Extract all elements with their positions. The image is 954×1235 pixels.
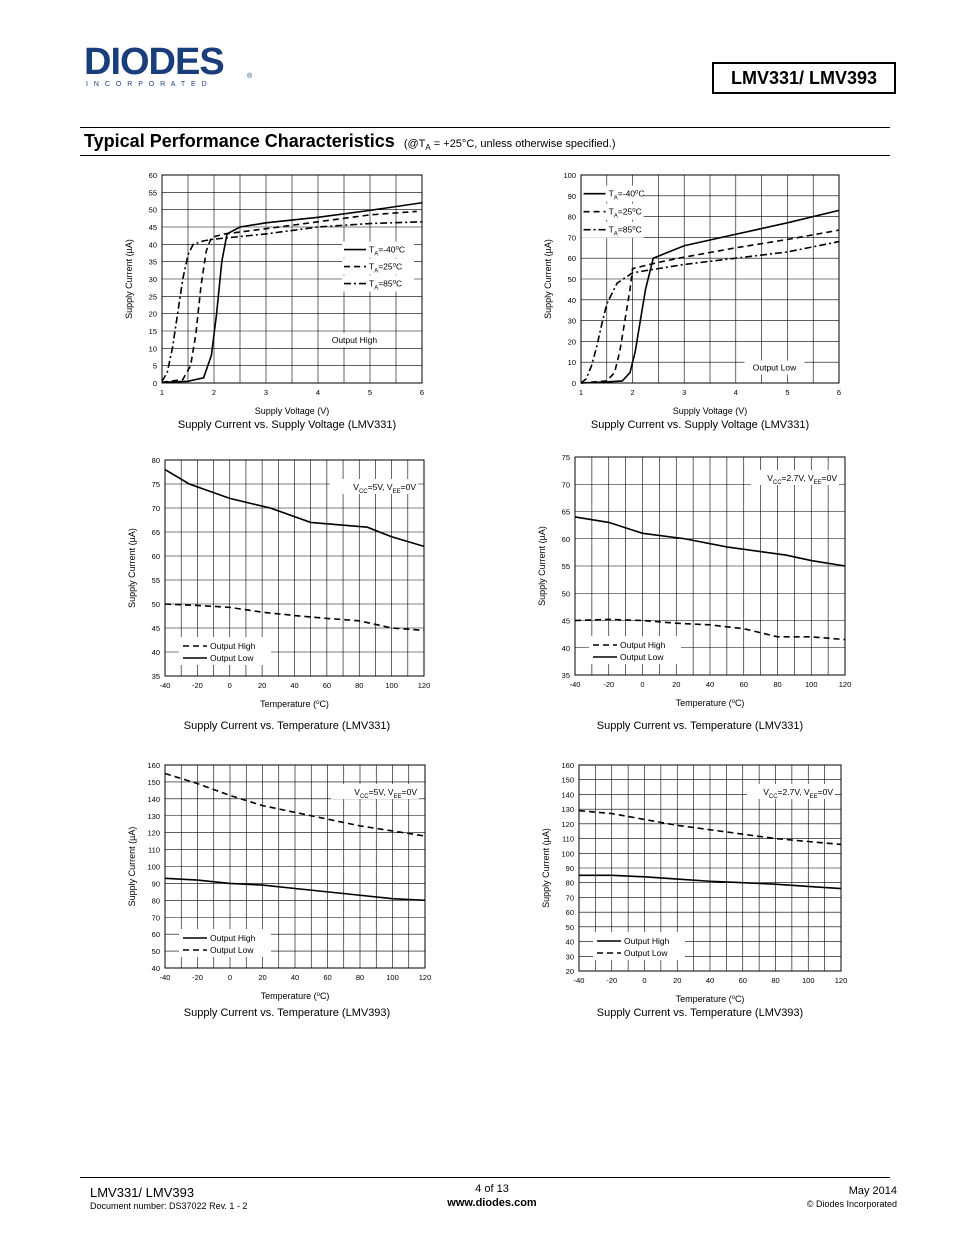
x-tick-label: 100 xyxy=(801,976,815,985)
x-tick-label: 100 xyxy=(804,680,818,689)
x-tick-label: 40 xyxy=(705,976,715,985)
y-tick-label: 10 xyxy=(567,358,576,368)
footer-rule xyxy=(80,1177,890,1178)
y-tick-label: 20 xyxy=(565,967,574,976)
condition-label: $V_{CC}=5V$, $V_{EE}=0V$ xyxy=(353,482,416,495)
x-tick-label: 60 xyxy=(322,681,332,690)
x-tick-label: 2 xyxy=(630,388,635,397)
x-tick-label: 4 xyxy=(315,388,321,397)
x-tick-label: 60 xyxy=(323,973,332,982)
y-tick-label: 130 xyxy=(561,805,574,815)
y-tick-label: 50 xyxy=(561,589,570,599)
logo-registered: ® xyxy=(247,73,253,80)
x-tick-label: 40 xyxy=(290,973,300,982)
legend-label: Output High xyxy=(620,640,666,650)
condition-label: $V_{CC}=5V$, $V_{EE}=0V$ xyxy=(354,787,417,800)
x-tick-label: 100 xyxy=(385,681,398,690)
x-tick-label: -40 xyxy=(573,976,585,985)
x-tick-label: 0 xyxy=(642,976,647,985)
legend-label: Output High xyxy=(210,641,256,651)
y-tick-label: 100 xyxy=(561,849,574,859)
x-tick-label: 40 xyxy=(705,680,715,689)
chart-temp-lmv331-5v xyxy=(120,450,450,715)
y-tick-label: 50 xyxy=(567,275,576,284)
section-title-text: Typical Performance Characteristics xyxy=(84,131,395,151)
chart-svg xyxy=(533,755,863,1005)
logo-sub: I N C O R P O R A T E D xyxy=(86,81,209,88)
x-tick-label: 120 xyxy=(418,973,432,982)
y-tick-label: 70 xyxy=(151,913,160,923)
legend-label: Output Low xyxy=(624,948,668,958)
y-tick-label: 30 xyxy=(567,316,576,326)
section-rule xyxy=(80,155,890,156)
caption-chart-1: Supply Current vs. Supply Voltage (LMV331) xyxy=(177,419,397,431)
footer-date: May 2014 xyxy=(848,1185,897,1197)
caption-chart-4: Supply Current vs. Temperature (LMV331) xyxy=(596,720,804,732)
y-tick-label: 45 xyxy=(561,616,570,626)
y-tick-label: 45 xyxy=(148,223,157,232)
y-tick-label: 60 xyxy=(567,254,576,264)
chart-svg xyxy=(533,165,863,415)
chart-temp-lmv331-2v7 xyxy=(533,450,863,715)
y-tick-label: 100 xyxy=(147,862,160,872)
y-tick-label: 60 xyxy=(565,908,574,918)
y-tick-label: 70 xyxy=(567,233,576,243)
y-axis-label: Supply Current (µA) xyxy=(124,239,134,319)
chart-svg xyxy=(120,165,450,415)
y-tick-label: 75 xyxy=(151,480,160,489)
x-tick-label: 80 xyxy=(355,681,364,690)
caption-chart-3: Supply Current vs. Temperature (LMV331) xyxy=(183,720,391,732)
x-tick-label: -40 xyxy=(569,680,581,689)
x-tick-label: 100 xyxy=(386,973,399,982)
y-tick-label: 140 xyxy=(147,794,160,804)
chart-svg xyxy=(533,450,863,710)
chart-supply-voltage-output-low xyxy=(533,165,863,420)
legend-label: Output Low xyxy=(210,945,254,955)
x-tick-label: 20 xyxy=(258,973,267,982)
legend-label: Output Low xyxy=(210,653,254,663)
y-tick-label: 55 xyxy=(151,576,160,585)
legend-label: $T_A=85^oC$ xyxy=(608,224,642,238)
y-tick-label: 50 xyxy=(148,205,157,215)
x-tick-label: -40 xyxy=(159,681,171,690)
y-tick-label: 0 xyxy=(152,379,157,388)
x-axis-label: Temperature ($^o$C) xyxy=(675,994,745,1004)
chart-temp-lmv393-5v xyxy=(120,755,450,1010)
y-tick-label: 80 xyxy=(151,896,160,906)
footer-copyright: © Diodes Incorporated xyxy=(806,1199,897,1209)
x-tick-label: 20 xyxy=(673,976,682,985)
x-tick-label: 1 xyxy=(159,388,165,397)
y-tick-label: 110 xyxy=(562,834,574,844)
y-tick-label: 10 xyxy=(148,344,157,354)
x-tick-label: 80 xyxy=(355,973,365,982)
y-tick-label: 20 xyxy=(148,309,157,319)
y-tick-label: 50 xyxy=(151,947,160,957)
x-tick-label: 120 xyxy=(838,680,852,689)
y-axis-label: Supply Current (µA) xyxy=(127,528,137,608)
y-tick-label: 40 xyxy=(151,648,160,657)
annotation-label: Output Low xyxy=(752,362,797,373)
annotation-label: Output High xyxy=(331,335,378,346)
footer-url[interactable]: www.diodes.com xyxy=(447,1197,537,1209)
x-tick-label: 1 xyxy=(578,388,584,397)
x-tick-label: 120 xyxy=(417,681,431,690)
x-tick-label: -20 xyxy=(191,681,203,690)
chart-temp-lmv393-2v7 xyxy=(533,755,863,1010)
x-axis-label: Temperature ($^o$C) xyxy=(260,991,330,1001)
caption-chart-2: Supply Current vs. Supply Voltage (LMV331) xyxy=(590,419,810,431)
section-title xyxy=(84,131,616,152)
legend-label: Output Low xyxy=(620,652,664,662)
condition-label: $V_{CC}=2.7V$, $V_{EE}=0V$ xyxy=(763,787,833,800)
y-tick-label: 80 xyxy=(567,212,576,222)
y-tick-label: 50 xyxy=(565,922,574,932)
y-tick-label: 130 xyxy=(147,811,160,821)
caption-chart-6: Supply Current vs. Temperature (LMV393) xyxy=(596,1007,804,1019)
y-tick-label: 40 xyxy=(561,643,570,653)
y-tick-label: 40 xyxy=(567,295,576,305)
part-number-box xyxy=(712,62,896,94)
logo-text: DIODES xyxy=(84,41,224,83)
y-tick-label: 75 xyxy=(561,453,570,462)
x-tick-label: 5 xyxy=(367,388,373,397)
x-tick-label: -20 xyxy=(192,973,203,982)
series-line-ta-25-c xyxy=(162,211,417,382)
y-tick-label: 30 xyxy=(565,952,574,962)
y-tick-label: 5 xyxy=(152,361,157,371)
x-tick-label: 3 xyxy=(682,388,687,397)
y-tick-label: 160 xyxy=(147,761,160,770)
y-tick-label: 35 xyxy=(151,672,160,681)
y-tick-label: 60 xyxy=(151,930,160,940)
y-tick-label: 45 xyxy=(151,624,160,633)
header-rule xyxy=(80,127,890,128)
y-tick-label: 100 xyxy=(563,171,576,180)
section-conditions: ($@T_A = +25^\circ C$, unless otherwise specified.) xyxy=(403,138,616,153)
y-tick-label: 70 xyxy=(151,504,160,513)
x-tick-label: 6 xyxy=(419,388,425,397)
y-tick-label: 0 xyxy=(571,379,576,388)
y-axis-label: Supply Current (µA) xyxy=(543,239,553,319)
x-tick-label: 60 xyxy=(739,680,748,689)
x-axis-label: Temperature ($^o$C) xyxy=(675,698,745,708)
legend-label: Output High xyxy=(624,936,670,946)
x-tick-label: 4 xyxy=(733,388,738,397)
x-tick-label: 0 xyxy=(227,973,233,982)
x-tick-label: 80 xyxy=(771,976,780,985)
x-tick-label: 0 xyxy=(640,680,645,689)
diodes-logo xyxy=(84,40,254,88)
y-tick-label: 20 xyxy=(567,337,576,347)
y-tick-label: 70 xyxy=(565,893,574,903)
y-tick-label: 140 xyxy=(561,790,574,800)
y-tick-label: 25 xyxy=(148,292,157,302)
y-axis-label: Supply Current (µA) xyxy=(541,828,551,908)
x-tick-label: 80 xyxy=(773,680,782,689)
footer-page: 4 of 13 xyxy=(475,1183,509,1195)
x-tick-label: 60 xyxy=(738,976,747,985)
x-tick-label: -40 xyxy=(159,973,171,982)
legend-label: $T_A=-40^oC$ xyxy=(608,188,645,202)
y-tick-label: 50 xyxy=(151,600,160,609)
part-number: LMV331/ LMV393 xyxy=(730,67,878,88)
y-tick-label: 40 xyxy=(151,964,160,973)
y-tick-label: 90 xyxy=(151,879,160,889)
chart-svg xyxy=(120,450,450,710)
y-tick-label: 150 xyxy=(561,775,574,785)
y-tick-label: 120 xyxy=(561,819,574,829)
legend-label: $T_A=-40^oC$ xyxy=(369,244,405,258)
y-tick-label: 40 xyxy=(148,240,157,250)
x-tick-label: 5 xyxy=(785,388,790,397)
x-tick-label: -20 xyxy=(603,680,615,689)
y-tick-label: 90 xyxy=(567,191,576,201)
y-tick-label: 35 xyxy=(561,671,570,680)
x-tick-label: 0 xyxy=(227,681,232,690)
x-tick-label: 6 xyxy=(836,388,842,397)
x-tick-label: 3 xyxy=(263,388,269,397)
legend-label: $T_A=85^oC$ xyxy=(369,278,403,292)
y-tick-label: 15 xyxy=(148,327,157,336)
x-axis-label: Supply Voltage (V) xyxy=(672,406,748,416)
y-tick-label: 60 xyxy=(148,171,157,180)
x-tick-label: 120 xyxy=(834,976,848,985)
y-tick-label: 65 xyxy=(561,507,570,517)
y-tick-label: 30 xyxy=(148,275,157,284)
y-tick-label: 90 xyxy=(565,864,574,873)
y-tick-label: 120 xyxy=(147,828,160,838)
x-tick-label: 20 xyxy=(257,681,267,690)
x-axis-label: Supply Voltage (V) xyxy=(254,406,330,416)
legend-label: $T_A=25^oC$ xyxy=(369,261,403,275)
y-tick-label: 55 xyxy=(148,188,157,198)
y-tick-label: 70 xyxy=(561,480,570,490)
chart-svg xyxy=(120,755,450,1005)
footer-part: LMV331/ LMV393 xyxy=(90,1185,195,1200)
y-tick-label: 110 xyxy=(148,845,160,855)
y-tick-label: 65 xyxy=(151,528,160,537)
x-tick-label: 2 xyxy=(211,388,217,397)
y-axis-label: Supply Current (µA) xyxy=(537,526,547,606)
y-tick-label: 160 xyxy=(561,761,574,770)
y-tick-label: 60 xyxy=(561,534,570,544)
chart-supply-voltage-output-high xyxy=(120,165,450,420)
condition-label: $V_{CC}=2.7V$, $V_{EE}=0V$ xyxy=(767,473,837,486)
legend-label: Output High xyxy=(210,933,256,943)
y-tick-label: 150 xyxy=(147,777,160,787)
y-tick-label: 55 xyxy=(561,562,570,571)
legend-label: $T_A=25^oC$ xyxy=(608,206,642,220)
y-tick-label: 35 xyxy=(148,257,157,267)
y-tick-label: 80 xyxy=(565,878,574,888)
x-tick-label: 40 xyxy=(290,681,299,690)
y-axis-label: Supply Current (µA) xyxy=(127,826,137,907)
y-tick-label: 80 xyxy=(151,456,160,465)
x-tick-label: -20 xyxy=(606,976,618,985)
caption-chart-5: Supply Current vs. Temperature (LMV393) xyxy=(183,1007,391,1019)
x-tick-label: 20 xyxy=(672,680,681,689)
y-tick-label: 40 xyxy=(565,937,574,947)
x-axis-label: Temperature ($^o$C) xyxy=(260,699,329,709)
footer-docnum: Document number: DS37022 Rev. 1 - 2 xyxy=(90,1201,248,1211)
y-tick-label: 60 xyxy=(151,552,160,561)
